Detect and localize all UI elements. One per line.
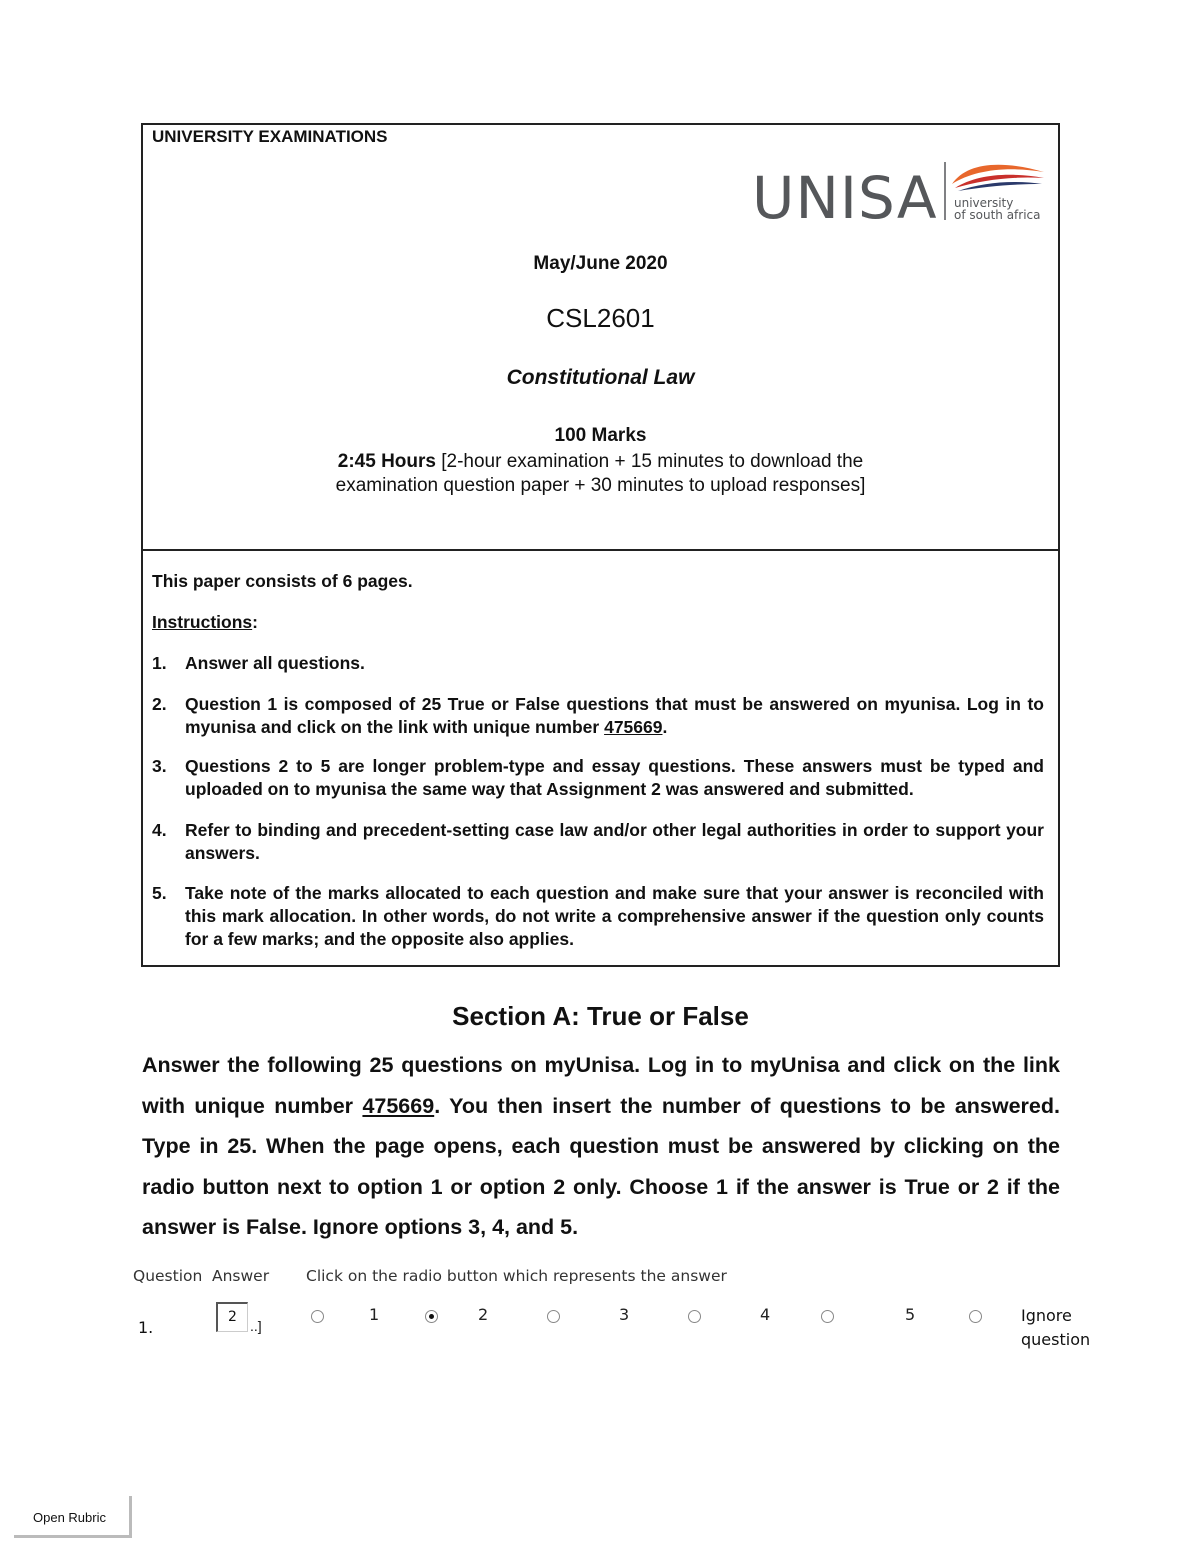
answer-value: 2 bbox=[228, 1309, 237, 1325]
instruction-number: 3. bbox=[152, 756, 167, 776]
instructions-heading: Instructions: bbox=[152, 612, 258, 632]
exam-duration bbox=[141, 450, 1060, 498]
module-name: Constitutional Law bbox=[506, 366, 695, 389]
instructions-heading-text: Instructions bbox=[152, 612, 253, 632]
radio-option-2[interactable] bbox=[425, 1310, 438, 1323]
radio-ignore-question[interactable] bbox=[969, 1310, 982, 1323]
exam-session: May/June 2020 bbox=[533, 253, 668, 274]
option-label-2: 2 bbox=[478, 1305, 489, 1324]
instruction-text: Answer all questions. bbox=[185, 653, 365, 673]
ignore-question-label: Ignore question bbox=[1021, 1306, 1091, 1349]
col-instruction-header: Click on the radio button which represents the answer bbox=[306, 1267, 727, 1285]
answer-field[interactable] bbox=[216, 1302, 248, 1332]
radio-option-5[interactable] bbox=[821, 1310, 834, 1323]
instruction-text: Refer to binding and precedent-setting case law and/or other legal authorities in order to support your answers. bbox=[185, 820, 1044, 863]
col-answer-header: Answer bbox=[212, 1267, 270, 1285]
instruction-item bbox=[152, 693, 1044, 739]
option-label-5: 5 bbox=[905, 1305, 916, 1324]
option-label-1: 1 bbox=[369, 1305, 380, 1324]
option-label-3: 3 bbox=[619, 1305, 630, 1324]
instruction-number: 5. bbox=[152, 883, 167, 903]
unisa-logo bbox=[752, 158, 1048, 224]
section-a-title: Section A: True or False bbox=[452, 1001, 749, 1031]
section-a-instructions: Answer the following 25 questions on myUnisa. Log in to myUnisa and click on the link with unique number 475669. You then insert the number of questions to be answered. Type in 25. When the page opens, each question must be answered by clicking on the radio button next to option 1 or option 2 only. Choose 1 if the answer is True or 2 if the answer is False. Ignore options 3, 4, and 5. bbox=[142, 1053, 1060, 1239]
instruction-item bbox=[152, 882, 1044, 951]
instruction-number: 1. bbox=[152, 653, 167, 673]
instruction-item bbox=[152, 652, 1044, 675]
university-exams-label: UNIVERSITY EXAMINATIONS bbox=[152, 127, 388, 146]
svg-text:of south africa: of south africa bbox=[954, 208, 1041, 222]
duration-hours: 2:45 Hours bbox=[337, 451, 436, 472]
module-code: CSL2601 bbox=[546, 303, 655, 333]
question-number: 1. bbox=[138, 1318, 154, 1337]
instruction-text: Questions 2 to 5 are longer problem-type and essay questions. These answers must be typed and uploaded on to myunisa the same way that Assignment 2 was answered and submitted. bbox=[185, 756, 1044, 799]
instruction-number: 4. bbox=[152, 820, 167, 840]
instruction-text: Question 1 is composed of 25 True or False questions that must be answered on myunisa. Log in to myunisa and click on the link with unique number 475669. bbox=[185, 694, 1044, 737]
pages-count: This paper consists of 6 pages. bbox=[152, 571, 413, 591]
radio-option-1[interactable] bbox=[311, 1310, 324, 1323]
duration-note-1: [2-hour examination + 15 minutes to download the bbox=[435, 451, 864, 472]
answer-field-bracket: ..] bbox=[250, 1318, 262, 1334]
instruction-text: Take note of the marks allocated to each question and make sure that your answer is reconciled with this mark allocation. In other words, do not write a comprehensive answer if the question only counts for a few marks; and the opposite also applies. bbox=[185, 883, 1044, 949]
total-marks: 100 Marks bbox=[554, 425, 647, 446]
instruction-item bbox=[152, 819, 1044, 865]
svg-text:university: university bbox=[954, 196, 1014, 210]
unisa-logo-graphic bbox=[752, 158, 1048, 224]
option-label-4: 4 bbox=[760, 1305, 771, 1324]
section-a-unique-number: 475669 bbox=[362, 1093, 435, 1118]
open-rubric-label: Open Rubric bbox=[33, 1510, 106, 1525]
svg-text:UNISA: UNISA bbox=[752, 164, 938, 224]
radio-option-3[interactable] bbox=[547, 1310, 560, 1323]
col-question-header: Question bbox=[133, 1267, 203, 1285]
open-rubric-button[interactable] bbox=[14, 1496, 132, 1538]
instruction-item bbox=[152, 755, 1044, 801]
unique-number-link: 475669 bbox=[604, 717, 663, 737]
radio-option-4[interactable] bbox=[688, 1310, 701, 1323]
instruction-number: 2. bbox=[152, 694, 167, 714]
duration-note-2: examination question paper + 30 minutes to upload responses] bbox=[335, 475, 866, 496]
